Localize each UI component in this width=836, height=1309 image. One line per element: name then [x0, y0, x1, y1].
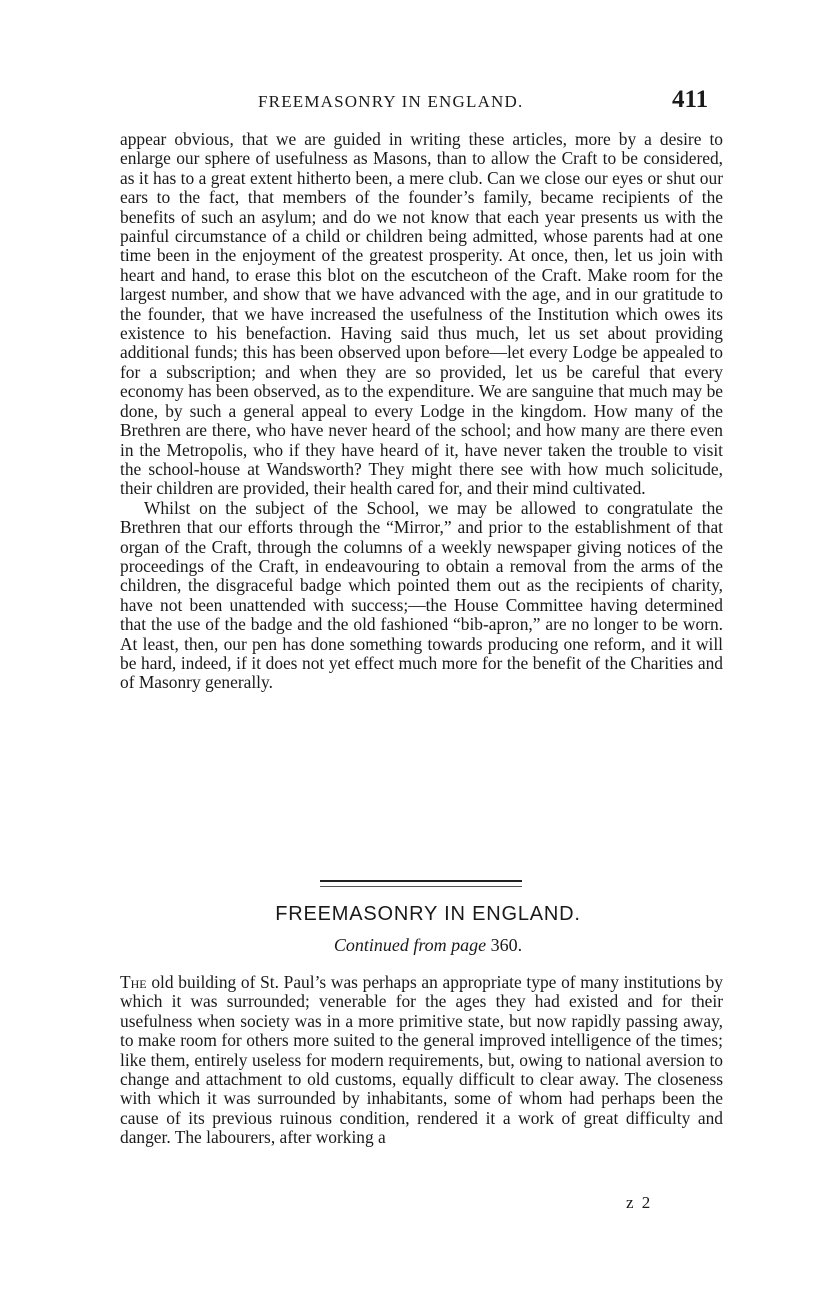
section-divider-rule: [320, 880, 522, 882]
paragraph-body: old building of St. Paul’s was perhaps an appropriate type of many institutions by which it was surrounded; venerable for the ages they had existed and for their usefulness when society was in a more primitive state, but now rapidly passing away, to make room for others more suited to the general improved intelligence of the times; like them, entirely useless for modern requirements, but, owing to national aversion to change and attachment to old customs, equally difficult to clear away. The closeness with which it was surrounded by inhabitants, some of whom had perhaps been the cause of its previous ruinous condition, rendered it a work of great difficulty and danger. The labourers, after working a: [120, 972, 723, 1148]
drop-word: The: [120, 972, 147, 992]
continued-note: [0, 935, 836, 956]
previous-article-text: [120, 130, 723, 693]
signature-mark: z 2: [626, 1193, 653, 1212]
section-title: FREEMASONRY IN ENGLAND.: [275, 903, 581, 925]
paragraph: [120, 973, 723, 1148]
paragraph: appear obvious, that we are guided in writing these articles, more by a desire to enlarge our sphere of usefulness as Masons, than to allow the Craft to be considered, as it has to a great extent hitherto been, a mere club. Can we close our eyes or shut our ears to the fact, that members of the founder’s family, became recipients of the benefits of such an asylum; and do we not know that each year presents us with the painful circumstance of a child or children being admitted, whose parents had at one time been in the enjoyment of the greatest prosperity. At once, then, let us join with heart and hand, to erase this blot on the escutcheon of the Craft. Make room for the largest number, and show that we have advanced with the age, and in our gratitude to the founder, that we have increased the usefulness of the Institution which owes its existence to his benefaction. Having said thus much, let us set about providing additional funds; this has been observed upon before—let every Lodge be appealed to for a subscription; and when they are so provided, let us be careful that every economy has been observed, as to the expenditure. We are sanguine that much may be done, by such a general appeal to every Lodge in the kingdom. How many of the Brethren are there, who have never heard of the school; and how many are there even in the Metropolis, who if they have heard of it, have never taken the trouble to visit the school-house at Wandsworth? They might there see with how much solicitude, their children are provided, their health cared for, and their mind cultivated.: [120, 129, 723, 499]
section-divider-rule-thin: [320, 886, 522, 887]
continued-page-number: 360.: [490, 935, 523, 955]
page-number: 411: [672, 86, 709, 113]
paragraph: Whilst on the subject of the School, we may be allowed to congratulate the Brethren that our efforts through the “Mirror,” and prior to the establishment of that organ of the Craft, through the columns of a weekly newspaper giving notices of the proceedings of the Craft, in endeavouring to obtain a removal from the arms of the children, the disgraceful badge which pointed them out as the recipients of charity, have not been unattended with success;—the House Committee having determined that the use of the badge and the old fashioned “bib-apron,” are no longer to be worn. At least, then, our pen has done something towards producing one reform, and it will be hard, indeed, if it does not yet effect much more for the benefit of the Charities and of Masonry generally.: [120, 497, 723, 693]
continued-label: Continued from page: [333, 935, 487, 955]
section-body: [120, 973, 723, 1148]
running-title: FREEMASONRY IN ENGLAND.: [258, 92, 524, 111]
